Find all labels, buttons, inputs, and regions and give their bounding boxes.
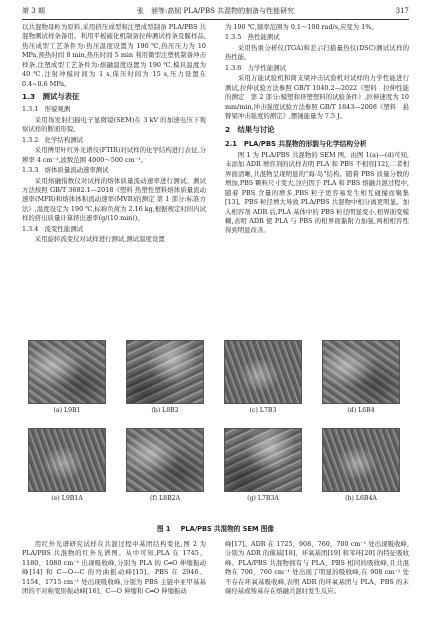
heading-morphology: 1.3.1 形貌观测 bbox=[22, 105, 71, 114]
header-rule bbox=[22, 19, 409, 20]
figure-caption bbox=[22, 525, 409, 535]
paragraph-rheology-cont: 为 190 ℃,频率范围为 0.1～100 rad/s,应变为 1%。 bbox=[225, 23, 378, 31]
panel-caption: (e) L9B1A bbox=[51, 495, 83, 502]
paragraph-rheology: 采用旋转流变仪对试样进行测试,测试温度设置 bbox=[34, 235, 165, 244]
heading-rheology: 1.3.4 流变性能测试 bbox=[22, 224, 83, 233]
figure-title: PLA/PBS 共混物的 SEM 图像 bbox=[180, 525, 274, 533]
sem-image bbox=[322, 340, 400, 404]
sem-image bbox=[224, 428, 302, 492]
sem-panel-a bbox=[28, 340, 106, 415]
sem-image bbox=[224, 340, 302, 404]
figure-label: 图 1 bbox=[156, 525, 171, 533]
sem-panel-e bbox=[28, 428, 106, 503]
running-title: 张 昶等:高韧 PLA/PBS 共混物的制备与性能研究 bbox=[136, 7, 295, 15]
heading-thermal: 1.3.5 热性能测试 bbox=[225, 33, 280, 42]
sem-panel-d bbox=[322, 340, 400, 415]
panel-caption: (c) L7B3 bbox=[249, 407, 277, 414]
sem-panel-g bbox=[224, 428, 302, 503]
panel-caption: (b) L8B2 bbox=[151, 407, 179, 414]
paragraph-mfr: 采用熔融指数仪对试样的熔体质量流动速率进行测试。测试方法按照 GB/T 3682.1—2018《塑料 热塑性塑料熔体质量流动速率(MFR)和熔体体积流动速率(MVR)的测定 第 1 部分:标准方法》,温度设定为 190 ℃,标称负荷为 2.16 kg,根据规定时间内试样的挤出质量计算挤出速率(g/(10 min))。 bbox=[22, 176, 206, 223]
page-number: 317 bbox=[395, 7, 409, 15]
paragraph-ftir: 采用傅里叶红外光谱仪(FTIR)对试样的化学结构进行表征,分辨率 4 cm⁻¹,波数范围 4000～500 cm⁻¹。 bbox=[22, 146, 206, 164]
paragraph-sem: 采用场发射扫描电子显微镜(SEM)在 3 kV 的加速电压下观察试样的断面形貌。 bbox=[22, 115, 206, 134]
panel-caption: (d) L6B4 bbox=[347, 407, 375, 414]
sem-figure bbox=[28, 340, 400, 526]
bottom-right-column bbox=[225, 540, 409, 597]
heading-morph-structure: 2.1 PLA/PBS 共混物的形貌与化学结构分析 bbox=[225, 139, 367, 148]
paragraph-thermal: 采用热重分析仪(TGA)和差示扫描量热仪(DSC)测试试样的热性能。 bbox=[225, 43, 409, 62]
sem-panel-h bbox=[322, 428, 400, 503]
bottom-left-column bbox=[22, 540, 206, 597]
paragraph-mechanical: 采用万能试验机和简支梁冲击试验机对试样的力学性能进行测试,拉伸试验方法参照 GB/T 1040.2—2022《塑料 拉伸性能的测定 第 2 部分:模塑和挤塑塑料的试验条件》,拉伸速度为 10 mm/min,冲击强度试验方法参照 GB/T 1843—2008《塑料 悬臂梁冲击强度的测定》,摆锤能量为 7.5 J。 bbox=[225, 74, 409, 121]
sem-image bbox=[322, 428, 400, 492]
heading-mechanical: 1.3.6 力学性能测试 bbox=[225, 63, 286, 72]
panel-caption: (h) L6B4A bbox=[345, 495, 377, 502]
heading-chemical-structure: 1.3.2 化学结构测试 bbox=[22, 135, 83, 144]
sem-panel-b bbox=[126, 340, 204, 415]
sem-image bbox=[28, 428, 106, 492]
paragraph-sample-prep: 以共混物母粒为原料,采用挤压成型和注塑成型制备 PLA/PBS 共混物测试样条备用。利用平板硫化机制备拉伸测试样条及膜样品,热压成型工艺条件为:热压温度设置为 190 ℃,热压压力为 10 MPa,预热时间 8 min,热压时间 5 min 利用微型注塑机制备冲击样条,注塑成型工艺条件为:熔融温度设置为 190 ℃,模具温度为 40 ℃,注射冲模时间为 1 s,保压时间为 15 s,压力设置在 0.4~0.6 MPa。 bbox=[22, 23, 206, 88]
heading-results: 2 结果与讨论 bbox=[225, 124, 275, 134]
page-header bbox=[22, 6, 409, 18]
sem-panel-f bbox=[126, 428, 204, 503]
panel-caption: (f) L8B2A bbox=[149, 495, 181, 502]
sem-image bbox=[126, 428, 204, 492]
paragraph-ftir-analysis-cont: 峰[17]。ADR 在 1725、908、760、700 cm⁻¹ 处出现吸收峰,分别为 ADR 的羰基[18]、环氧基团[19] 和苯环[20] 的特征吸收峰。PLA/PBS 共混物拥有与 PLA、PBS 相同的吸收峰,且共混物在 700、760 cm⁻¹ 处出现了明显的吸收峰,在 908 cm⁻¹ 处不存在环氧基吸收峰,表明 ADR 的环氧基团与 PLA、PBS 的末端羟基或羧基存在熔融共混时发生反应。 bbox=[225, 540, 409, 596]
paragraph-sem-analysis: 图 1 为 PLA/PBS 共混物的 SEM 图。由图 1(a)—(d)可知,未添加 ADR 增容剂的试样表明 PLA 和 PBS 不相容[12],二者相界面清晰,共混物呈现明显的"海-岛"结构。随着 PBS 质量分数的增加,PBS 颗粒尺寸变大,这归因于 PLA 和 PBS 熔融共混过程中,随着 PBS 含量的增多,PBS 粒子更容易发生相互碰撞而聚集[13]。PBS 粒径增大导致 PLA/PBS 共混物中相分离更明显。加入相容剂 ADR 后,PLA 基体中的 PBS 粒径明显变小,相界面变模糊,表明 ADR 使 PLA 与 PBS 的相界面黏附力加强,两相相容性得到明显改善。 bbox=[225, 150, 409, 235]
left-column bbox=[22, 23, 206, 245]
sem-image bbox=[28, 340, 106, 404]
panel-caption: (g) L7B3A bbox=[247, 495, 279, 502]
paragraph-ftir-analysis: 用红外光谱研究试样在共混过程中基团结构变化,图 2 为 PLA/PBS 共混物的红外光谱图。从中可知,PLA 在 1745、1180、1080 cm⁻¹ 出现吸收峰,分别为 PLA 的 C═O 伸缩振动峰[14] 和 C—O—C 的弯曲振动峰[15]。PBS 在 2946、1154、1715 cm⁻¹ 处出现吸收峰,分别为 PBS 主链中亚甲基基团的不对称变形振动峰[16]、C—O 伸缩和 C═O 伸缩振动 bbox=[22, 540, 206, 596]
issue-number: 第 3 期 bbox=[22, 7, 45, 15]
right-column bbox=[225, 23, 409, 236]
sem-panel-c bbox=[224, 340, 302, 415]
heading-mfr: 1.3.3 熔体质量流动速率测试 bbox=[22, 166, 109, 175]
sem-image bbox=[126, 340, 204, 404]
panel-caption: (a) L9B1 bbox=[53, 407, 81, 414]
heading-testing: 1.3 测试与表征 bbox=[22, 92, 80, 102]
